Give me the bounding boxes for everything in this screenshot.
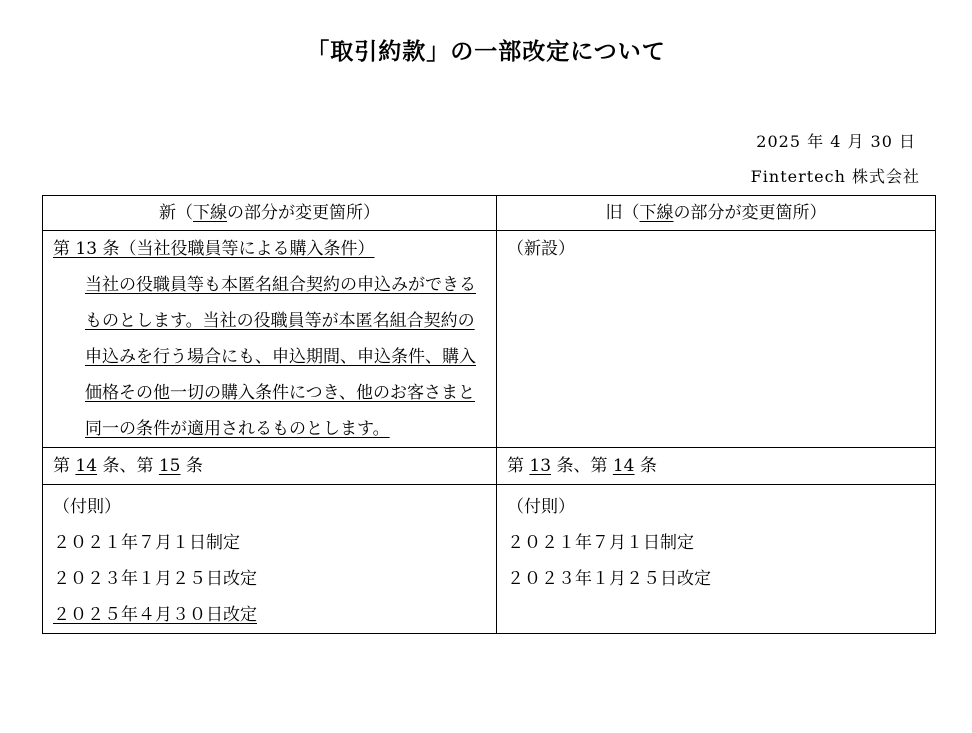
old-supplementary-provisions bbox=[497, 485, 936, 634]
new-column-header: 新（下線の部分が変更箇所） bbox=[43, 196, 497, 231]
article-body: 当社の役職員等も本匿名組合契約の申込みができるものとします。当社の役職員等が本匿名組合契約の申込みを行う場合にも、申込期間、申込条件、購入価格その他一切の購入条件につき、他のお客さまと同一の条件が適用されるものとします。 bbox=[85, 275, 476, 439]
old-renumbered-articles: 第 13 条、第 14 条 bbox=[497, 448, 936, 485]
new-establishment-note: （新設） bbox=[507, 239, 575, 259]
table-header-row bbox=[43, 196, 936, 231]
company-name: Fintertech 株式会社 bbox=[750, 167, 920, 186]
new-supplementary-provisions bbox=[43, 485, 497, 634]
new-renumbered-articles: 第 14 条、第 15 条 bbox=[43, 448, 497, 485]
table-row bbox=[43, 448, 936, 485]
history-line: ２０２１年７月１日制定 bbox=[507, 533, 694, 553]
old-column-header: 旧（下線の部分が変更箇所） bbox=[497, 196, 936, 231]
table-row bbox=[43, 231, 936, 448]
supplementary-heading: （付則） bbox=[53, 497, 121, 517]
history-line-new: ２０２５年４月３０日改定 bbox=[53, 605, 257, 625]
document-title: 「取引約款」の一部改定について bbox=[306, 39, 666, 65]
table-row bbox=[43, 485, 936, 634]
supplementary-heading: （付則） bbox=[507, 497, 575, 517]
old-article-cell bbox=[497, 231, 936, 448]
history-line: ２０２３年１月２５日改定 bbox=[507, 569, 711, 589]
history-line: ２０２１年７月１日制定 bbox=[53, 533, 240, 553]
document-date: 2025 年 4 月 30 日 bbox=[756, 132, 916, 151]
revision-comparison-table bbox=[42, 195, 936, 634]
article-title: 第 13 条（当社役職員等による購入条件） bbox=[53, 239, 375, 259]
history-line: ２０２３年１月２５日改定 bbox=[53, 569, 257, 589]
new-article-13-cell bbox=[43, 231, 497, 448]
